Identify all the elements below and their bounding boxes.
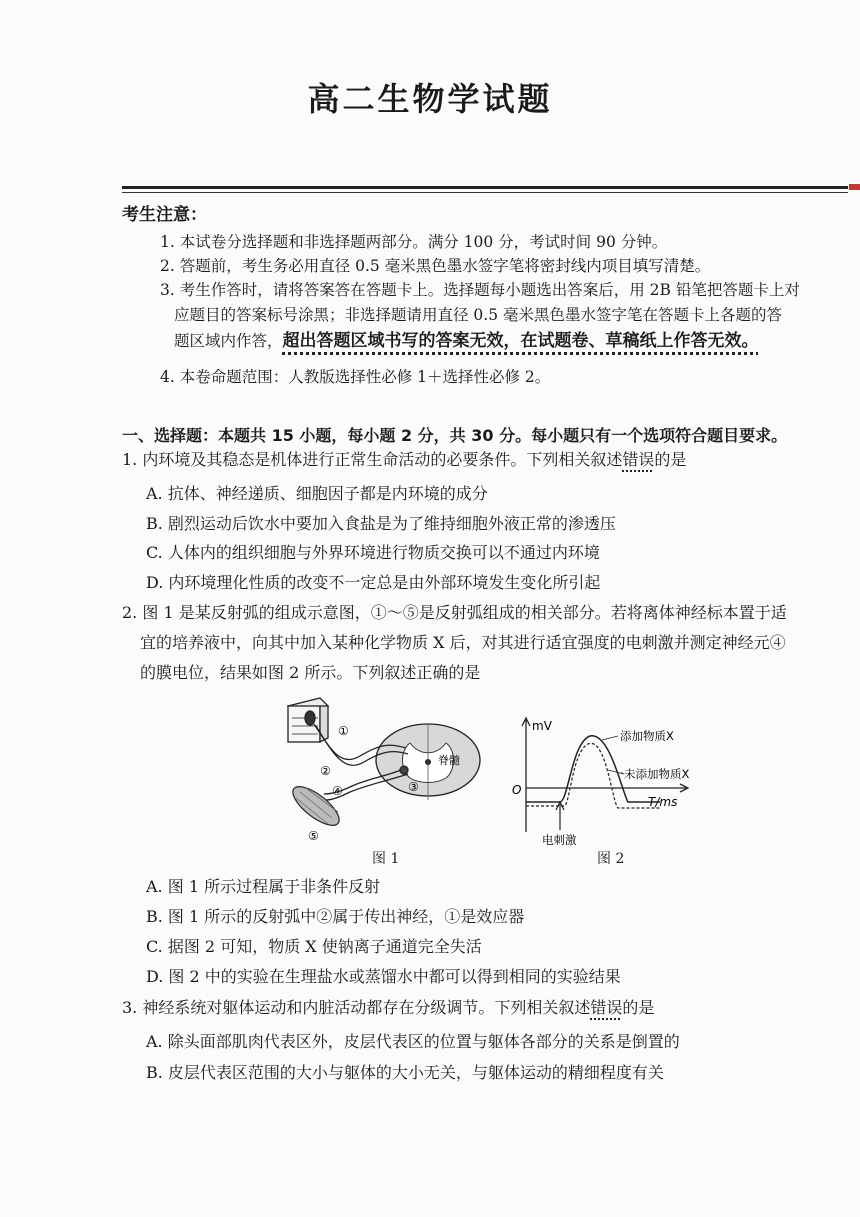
label-2: ② — [320, 764, 331, 778]
notice-item-3-emphasis: 超出答题区域书写的答案无效，在试题卷、草稿纸上作答无效。 — [282, 331, 759, 351]
question-2-stem-line-1: 2. 图 1 是某反射弧的组成示意图，①～⑤是反射弧组成的相关部分。若将离体神经标本置于适 — [122, 603, 787, 622]
question-2-option-a: A. 图 1 所示过程属于非条件反射 — [146, 877, 381, 896]
x-axis-label: T/ms — [648, 795, 678, 809]
question-2-option-c: C. 据图 2 可知，物质 X 使钠离子通道完全失活 — [146, 937, 482, 956]
question-2-stem-line-3: 的膜电位，结果如图 2 所示。下列叙述正确的是 — [140, 663, 481, 682]
question-3-stem — [122, 998, 654, 1018]
notice-item-2: 2. 答题前，考生务必用直径 0.5 毫米黑色墨水签字笔将密封线内项目填写清楚。 — [160, 257, 711, 275]
question-1-option-b: B. 剧烈运动后饮水中要加入食盐是为了维持细胞外液正常的渗透压 — [146, 514, 616, 533]
figure-1-reflex-arc — [280, 688, 490, 848]
label-spine: 脊髓 — [438, 754, 460, 767]
y-axis-label: mV — [532, 719, 552, 733]
notice-item-3-line-2: 应题目的答案标号涂黑；非选择题请用直径 0.5 毫米黑色墨水签字笔在答题卡上各题的答 — [174, 306, 783, 324]
notice-item-1: 1. 本试卷分选择题和非选择题两部分。满分 100 分，考试时间 90 分钟。 — [160, 233, 668, 251]
page-title: 高二生物学试题 — [307, 80, 553, 118]
stimulus-label: 电刺激 — [542, 833, 577, 847]
legend-not-added: 未添加物质X — [624, 767, 690, 781]
notice-item-3-line-1: 3. 考生作答时，请将答案答在答题卡上。选择题每小题选出答案后，用 2B 铅笔把答题卡上对 — [160, 281, 800, 299]
question-1-option-c: C. 人体内的组织细胞与外界环境进行物质交换可以不通过内环境 — [146, 543, 600, 562]
question-1-stem — [122, 450, 686, 470]
question-3-stem-text: 3. 神经系统对躯体运动和内脏活动都存在分级调节。下列相关叙述 — [122, 998, 591, 1017]
question-1-option-a: A. 抗体、神经递质、细胞因子都是内环境的成分 — [146, 484, 488, 503]
origin-label: O — [512, 783, 522, 797]
question-1-keyword: 错误 — [622, 450, 655, 469]
label-5: ⑤ — [308, 829, 319, 843]
header-rule-thin — [122, 192, 848, 193]
figure-2-caption: 图 2 — [597, 851, 625, 867]
question-1-option-d: D. 内环境理化性质的改变不一定总是由外部环境发生变化所引起 — [146, 573, 601, 592]
question-3-option-a: A. 除头面部肌肉代表区外，皮层代表区的位置与躯体各部分的关系是倒置的 — [146, 1032, 680, 1051]
notice-heading: 考生注意： — [122, 205, 207, 225]
question-2-stem-line-2: 宜的培养液中，向其中加入某种化学物质 X 后，对其进行适宜强度的电刺激并测定神经元④ — [140, 633, 786, 652]
margin-mark — [849, 184, 860, 190]
label-4: ④ — [332, 784, 343, 798]
section-heading: 一、选择题：本题共 15 小题，每小题 2 分，共 30 分。每小题只有一个选项符合题目要求。 — [122, 426, 788, 445]
figure-1-caption: 图 1 — [372, 851, 400, 867]
question-3-keyword: 错误 — [590, 998, 623, 1017]
question-3-stem-end: 的是 — [622, 998, 655, 1017]
question-2-option-d: D. 图 2 中的实验在生理盐水或蒸馏水中都可以得到相同的实验结果 — [146, 967, 621, 986]
header-rule-thick — [122, 186, 848, 189]
spinal-cord-section — [376, 724, 480, 800]
notice-item-4: 4. 本卷命题范围：人教版选择性必修 1＋选择性必修 2。 — [160, 368, 551, 386]
notice-item-3-plain: 题区域内作答， — [174, 332, 283, 350]
notice-item-3-line-3 — [174, 331, 759, 351]
question-3-option-b: B. 皮层代表区范围的大小与躯体的大小无关，与躯体运动的精细程度有关 — [146, 1063, 664, 1082]
question-1-stem-end: 的是 — [654, 450, 687, 469]
label-3: ③ — [408, 780, 419, 794]
question-1-stem-text: 1. 内环境及其稳态是机体进行正常生命活动的必要条件。下列相关叙述 — [122, 450, 623, 469]
question-2-option-b: B. 图 1 所示的反射弧中②属于传出神经，①是效应器 — [146, 907, 525, 926]
figure-2-potential-graph — [510, 712, 725, 847]
legend-added: 添加物质X — [620, 729, 674, 743]
label-1: ① — [338, 724, 349, 738]
